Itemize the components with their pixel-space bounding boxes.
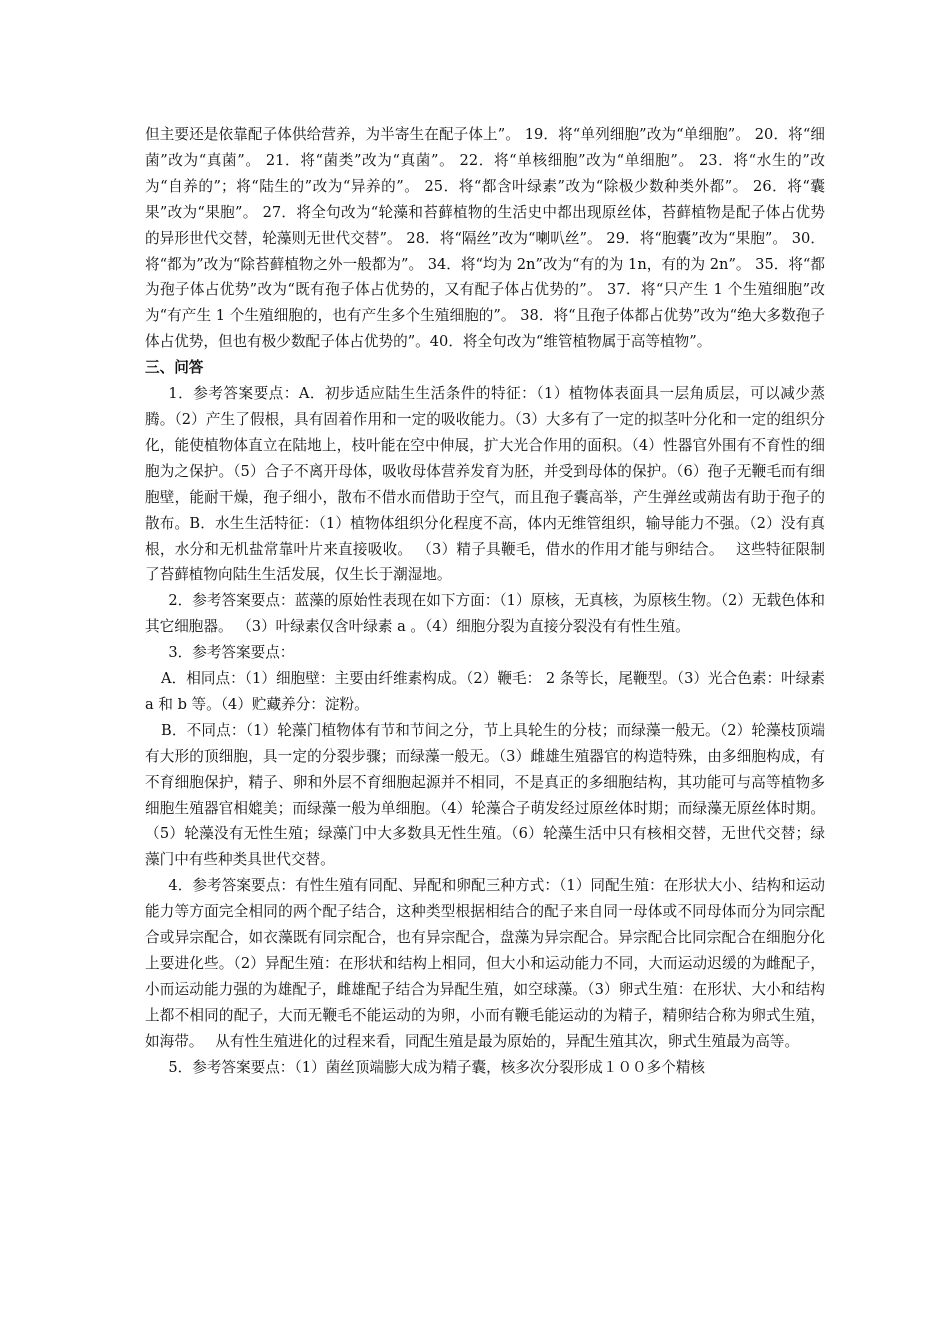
answer-3-intro: 3．参考答案要点： [168, 644, 295, 662]
answer-2: 2．参考答案要点：蓝藻的原始性表现在如下方面：（1）原核，无真核，为原核生物。（2）无载色体和其它细胞器。 （3）叶绿素仅含叶绿素 a 。（4）细胞分裂为直接分裂没有有性生殖。 [145, 592, 825, 636]
answer-5: 5．参考答案要点：（1）菌丝顶端膨大成为精子囊，核多次分裂形成１００多个精核 [168, 1058, 706, 1076]
section-heading: 三、问答 [145, 359, 204, 377]
continuation-paragraph: 但主要还是依靠配子体供给营养，为半寄生在配子体上”。 19．将“单列细胞”改为“单细胞”。 20．将“细菌”改为“真菌”。 21．将“菌类”改为“真菌”。 22．将“单核细胞”改为“单细胞”。 23．将“水生的”改为“自养的”；将“陆生的”改为“异养的”。 25．将“都含叶绿素”改为“除极少数种类外都”。 26．将“囊果”改为“果胞”。 27．将全句改为“轮藻和苔藓植物的生活史中都出现原丝体，苔藓植物是配子体占优势的异形世代交替，轮藻则无世代交替”。 28．将“隔丝”改为“喇叭丝”。 29．将“胞囊”改为“果胞”。 30．将“都为”改为“除苔藓植物之外一般都为”。 34．将“均为 2n”改为“有的为 1n，有的为 2n”。 35．将“都为孢子体占优势”改为“既有孢子体占优势的，又有配子体占优势的”。 37．将“只产生 1 个生殖细胞”改为“有产生 1 个生殖细胞的，也有产生多个生殖细胞的”。 38．将“且孢子体都占优势”改为“绝大多数孢子体占优势，但也有极少数配子体占优势的”。40．将全句改为“维管植物属于高等植物”。 [145, 126, 825, 351]
answer-4: 4．参考答案要点：有性生殖有同配、异配和卵配三种方式：（1）同配生殖：在形状大小、结构和运动能力等方面完全相同的两个配子结合，这种类型根据相结合的配子来自同一母体或不同母体而分为同宗配合或异宗配合，如衣藻既有同宗配合，也有异宗配合，盘藻为异宗配合。异宗配合比同宗配合在细胞分化上要进化些。（2）异配生殖：在形状和结构上相同，但大小和运动能力不同，大而运动迟缓的为雌配子，小而运动能力强的为雄配子，雌雄配子结合为异配生殖，如空球藻。（3）卵式生殖：在形状、大小和结构上都不相同的配子，大而无鞭毛不能运动的为卵，小而有鞭毛能运动的为精子，精卵结合称为卵式生殖，如海带。 从有性生殖进化的过程来看，同配生殖是最为原始的，异配生殖其次，卵式生殖最为高等。 [145, 877, 825, 1050]
answer-3-similarities: A．相同点：（1）细胞壁：主要由纤维素构成。（2）鞭毛： 2 条等长，尾鞭型。（3）光合色素：叶绿素 a 和 b 等。（4）贮藏养分：淀粉。 [145, 670, 825, 713]
answer-3-differences: B．不同点：（1）轮藻门植物体有节和节间之分，节上具轮生的分枝；而绿藻一般无。（2）轮藻枝顶端有大形的顶细胞，具一定的分裂步骤；而绿藻一般无。（3）雌雄生殖器官的构造特殊，由多细胞构成，有不育细胞保护，精子、卵和外层不育细胞起源并不相同，不是真正的多细胞结构，其功能可与高等植物多细胞生殖器官相媲美；而绿藻一般为单细胞。（4）轮藻合子萌发经过原丝体时期；而绿藻无原丝体时期。（5）轮藻没有无性生殖；绿藻门中大多数具无性生殖。（6）轮藻生活中只有核相交替，无世代交替；绿藻门中有些种类具世代交替。 [145, 721, 825, 869]
answer-1: 1．参考答案要点：A．初步适应陆生生活条件的特征：（1）植物体表面具一层角质层，可以减少蒸腾。（2）产生了假根，具有固着作用和一定的吸收能力。（3）大多有了一定的拟茎叶分化和一定的组织分化，能使植物体直立在陆地上，枝叶能在空中伸展，扩大光合作用的面积。（4）性器官外围有不育性的细胞为之保护。（5）合子不离开母体，吸收母体营养发育为胚，并受到母体的保护。（6）孢子无鞭毛而有细胞壁，能耐干燥，孢子细小，散布不借水而借助于空气，而且孢子囊高举，产生弹丝或蒴齿有助于孢子的散布。B．水生生活特征：（1）植物体组织分化程度不高，体内无维管组织，输导能力不强。（2）没有真根，水分和无机盐常靠叶片来直接吸收。 （3）精子具鞭毛，借水的作用才能与卵结合。 这些特征限制了苔藓植物向陆生生活发展，仅生长于潮湿地。 [145, 385, 825, 584]
document-page [145, 122, 825, 1081]
